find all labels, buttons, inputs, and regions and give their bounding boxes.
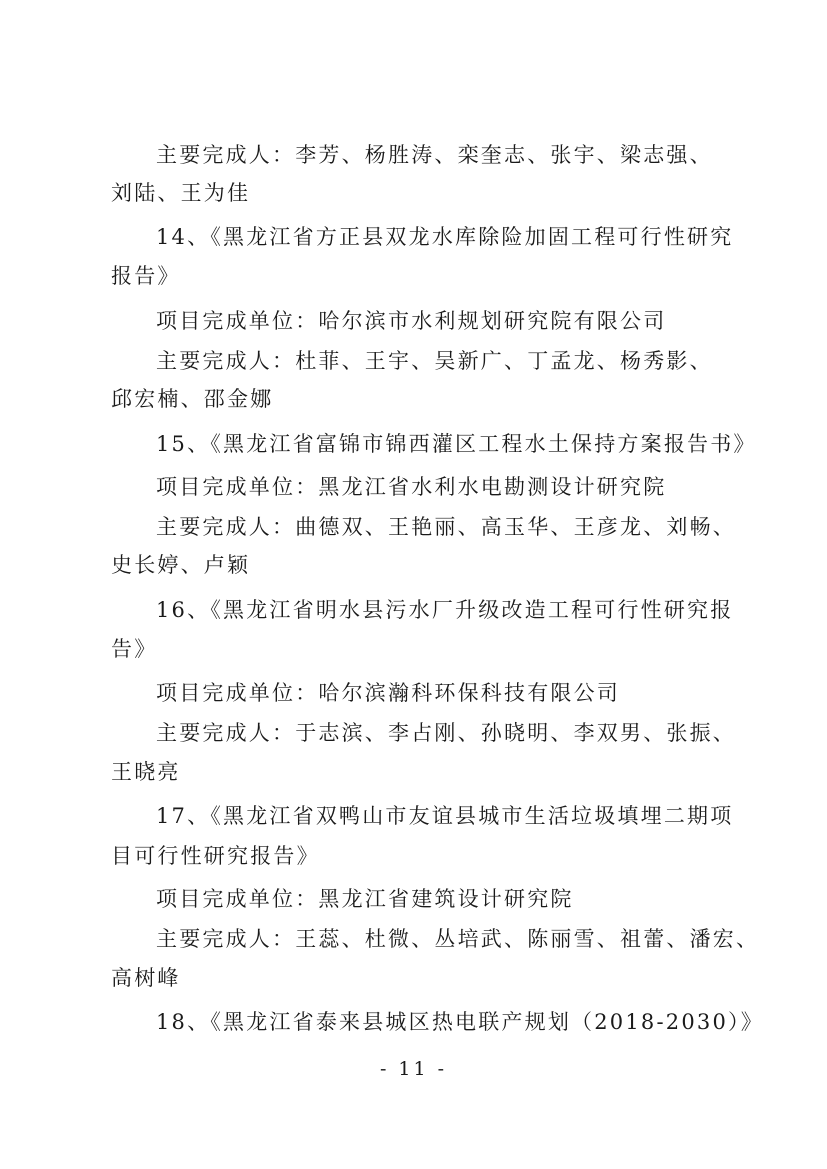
text-line: 项目完成单位：哈尔滨瀚科环保科技有限公司	[156, 681, 620, 705]
text-line: 史长婷、卢颖	[111, 553, 251, 577]
text-line: 目可行性研究报告》	[111, 844, 320, 868]
text-line: 主要完成人：曲德双、王艳丽、高玉华、王彦龙、刘畅、	[156, 515, 736, 539]
text-line: 18、《黑龙江省泰来县城区热电联产规划（2018-2030）》	[156, 1010, 764, 1034]
text-line: 邱宏楠、邵金娜	[111, 387, 274, 411]
text-line: 项目完成单位：黑龙江省水利水电勘测设计研究院	[156, 475, 667, 499]
text-line: 王晓亮	[111, 760, 181, 784]
text-line: 项目完成单位：黑龙江省建筑设计研究院	[156, 887, 574, 911]
page-number: - 11 -	[379, 1058, 448, 1080]
text-line: 告》	[111, 637, 158, 661]
text-line: 主要完成人：于志滨、李占刚、孙晓明、李双男、张振、	[156, 721, 736, 745]
text-line: 高树峰	[111, 966, 181, 990]
text-line: 报告》	[111, 264, 181, 288]
text-line: 15、《黑龙江省富锦市锦西灌区工程水土保持方案报告书》	[156, 432, 757, 456]
text-line: 主要完成人：李芳、杨胜涛、栾奎志、张宇、梁志强、	[156, 143, 713, 167]
text-line: 14、《黑龙江省方正县双龙水库除险加固工程可行性研究	[156, 225, 734, 249]
text-line: 16、《黑龙江省明水县污水厂升级改造工程可行性研究报	[156, 598, 734, 622]
text-line: 17、《黑龙江省双鸭山市友谊县城市生活垃圾填埋二期项	[156, 804, 734, 828]
text-line: 项目完成单位：哈尔滨市水利规划研究院有限公司	[156, 309, 667, 333]
text-line: 主要完成人：王蕊、杜微、丛培武、陈丽雪、祖蕾、潘宏、	[156, 927, 760, 951]
text-line: 主要完成人：杜菲、王宇、吴新广、丁孟龙、杨秀影、	[156, 349, 713, 373]
text-line: 刘陆、王为佳	[111, 181, 251, 205]
